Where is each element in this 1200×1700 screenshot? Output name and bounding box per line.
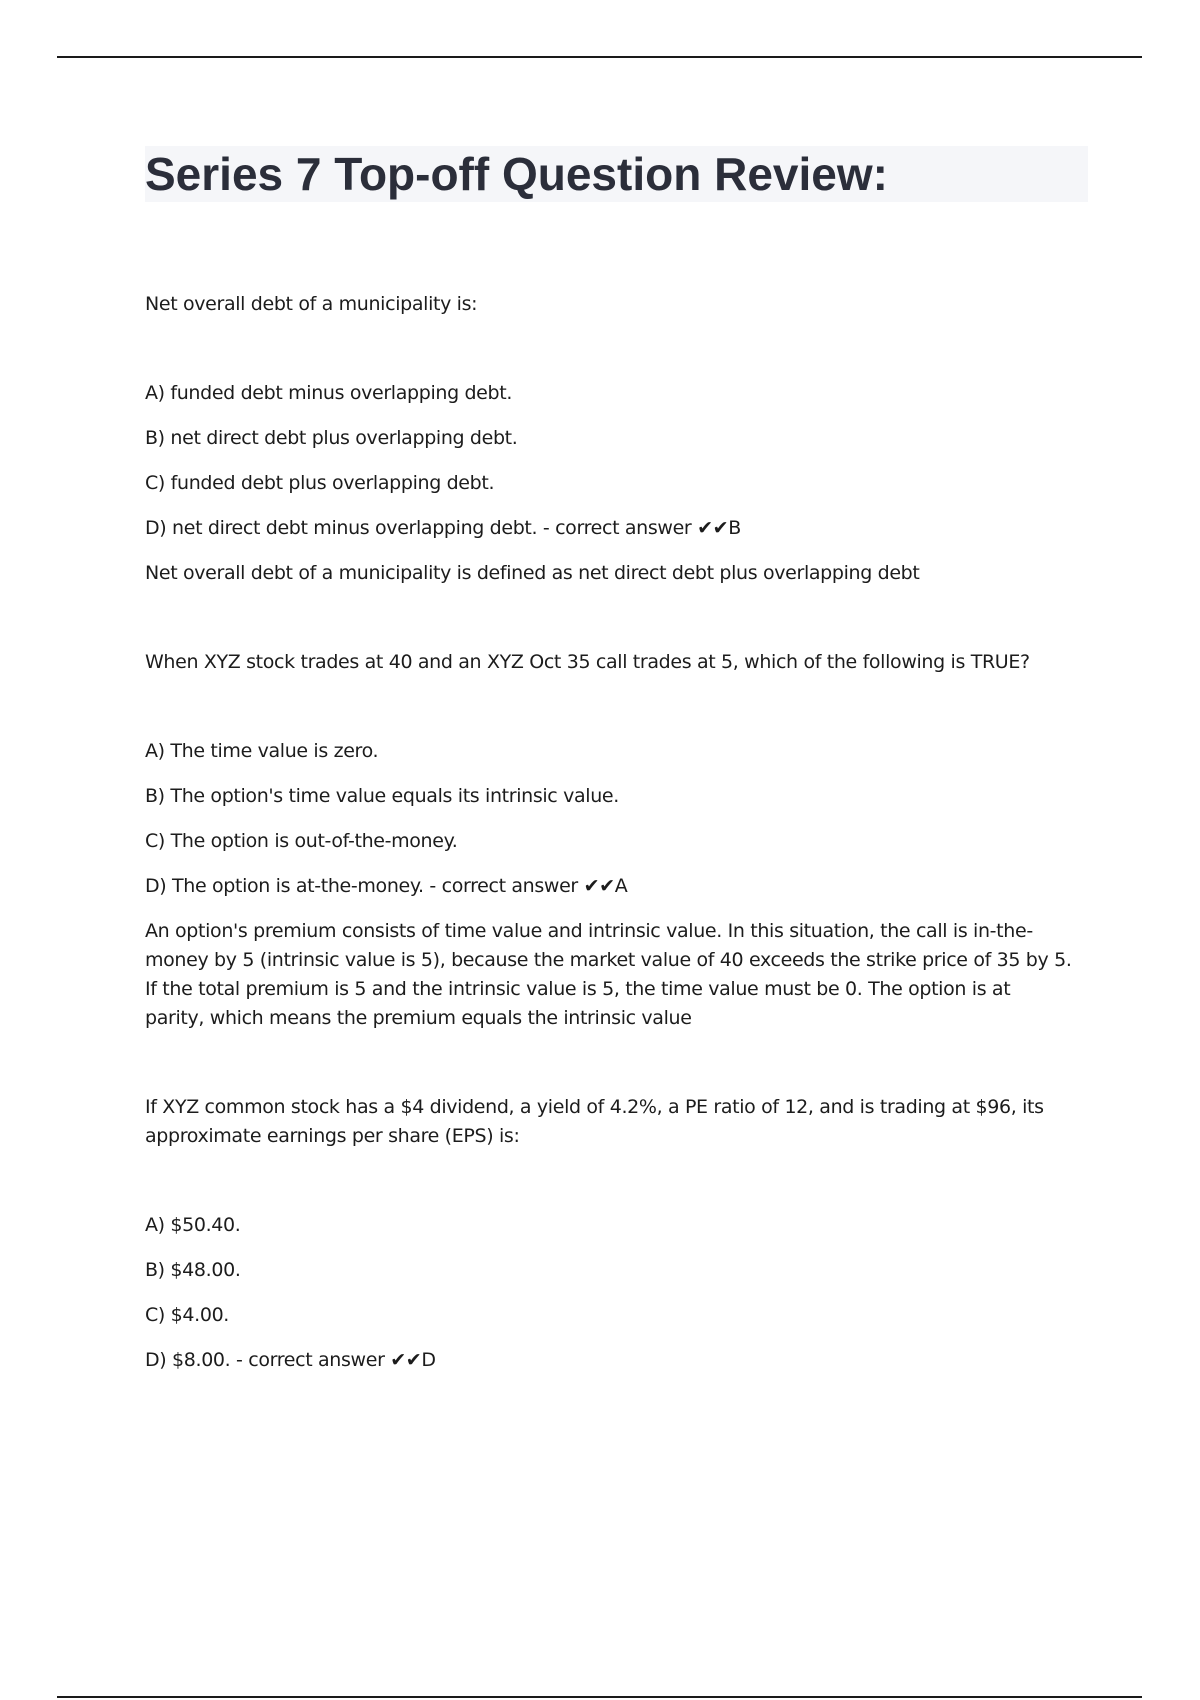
- option-d: D) net direct debt minus overlapping debt. - correct answer ✔✔B: [145, 517, 741, 539]
- answer-explanation: An option's premium consists of time value and intrinsic value. In this situation, the call is in-the-money by 5 (intrinsic value is 5), because the market value of 40 exceeds the strike price of 35 by 5. If the total premium is 5 and the intrinsic value is 5, the time value must be 0. The option is at parity, which means the premium equals the intrinsic value: [145, 920, 1072, 1029]
- bottom-rule: [57, 1696, 1142, 1698]
- option-c: C) funded debt plus overlapping debt.: [145, 472, 495, 494]
- title-highlight: [145, 146, 1088, 202]
- question-stem: When XYZ stock trades at 40 and an XYZ Oct 35 call trades at 5, which of the following is TRUE?: [145, 651, 1030, 673]
- answer-options: [145, 737, 1075, 901]
- option-b: B) The option's time value equals its intrinsic value.: [145, 785, 619, 807]
- question-1: [145, 290, 1075, 588]
- question-2: [145, 648, 1075, 1033]
- answer-explanation: Net overall debt of a municipality is defined as net direct debt plus overlapping debt: [145, 562, 920, 584]
- top-rule: [57, 56, 1142, 58]
- option-c: C) $4.00.: [145, 1304, 230, 1326]
- question-stem: If XYZ common stock has a $4 dividend, a yield of 4.2%, a PE ratio of 12, and is trading at $96, its approximate earnings per share (EPS) is:: [145, 1096, 1044, 1147]
- page-title: Series 7 Top-off Question Review:: [145, 148, 888, 200]
- question-stem: Net overall debt of a municipality is:: [145, 293, 478, 315]
- answer-options: [145, 379, 1075, 543]
- option-b: B) net direct debt plus overlapping debt.: [145, 427, 518, 449]
- option-d: D) $8.00. - correct answer ✔✔D: [145, 1349, 436, 1371]
- option-c: C) The option is out-of-the-money.: [145, 830, 458, 852]
- question-3: [145, 1093, 1075, 1375]
- option-d: D) The option is at-the-money. - correct answer ✔✔A: [145, 875, 628, 897]
- option-a: A) $50.40.: [145, 1214, 241, 1236]
- option-b: B) $48.00.: [145, 1259, 241, 1281]
- answer-options: [145, 1211, 1075, 1375]
- question-list: [145, 290, 1075, 1391]
- option-a: A) The time value is zero.: [145, 740, 379, 762]
- option-a: A) funded debt minus overlapping debt.: [145, 382, 513, 404]
